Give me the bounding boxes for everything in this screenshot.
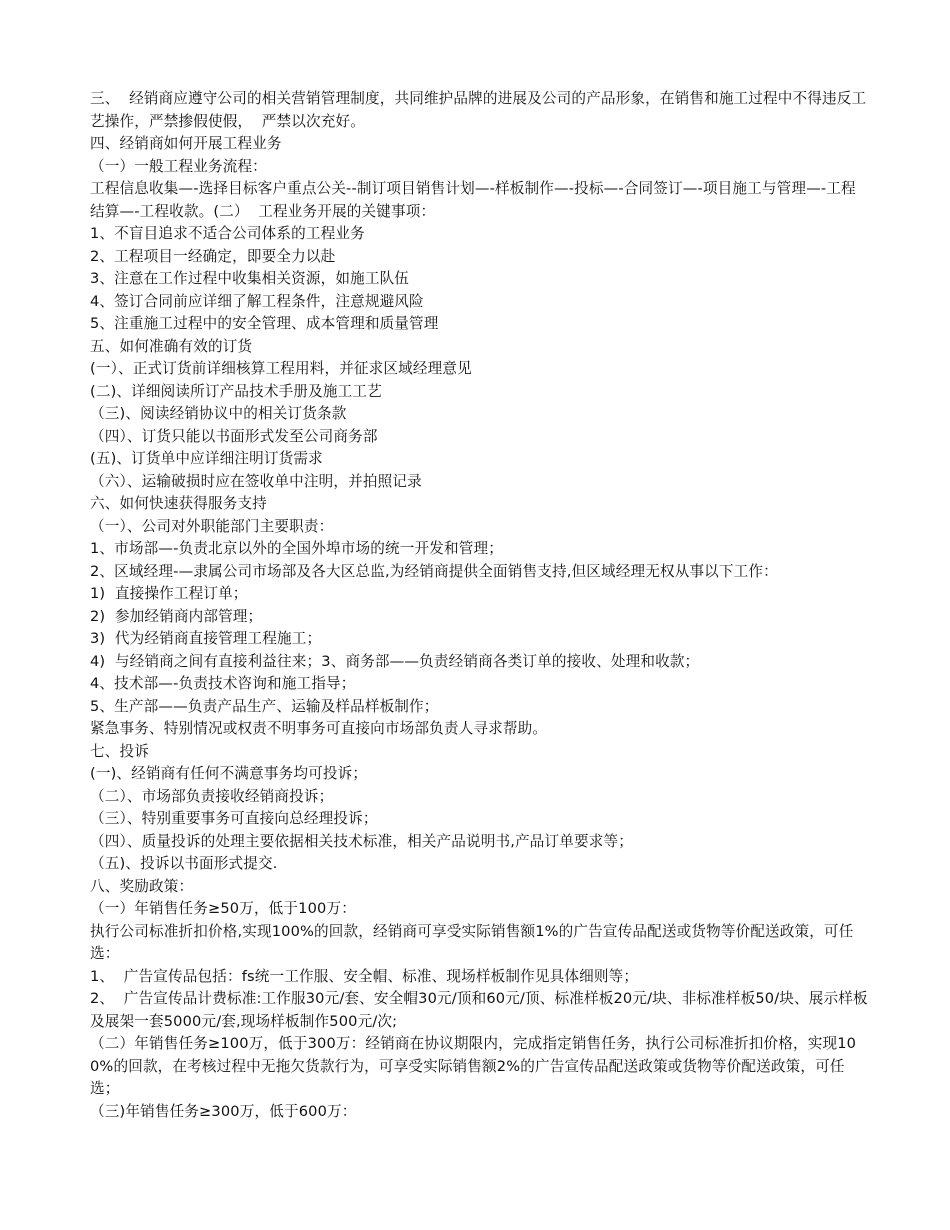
- document-paragraph: 三、 经销商应遵守公司的相关营销管理制度，共同维护品牌的进展及公司的产品形象，在销售和施工过程中不得违反工艺操作，严禁掺假使假， 严禁以次充好。: [90, 90, 867, 130]
- document-paragraph: 1、市场部—-负责北京以外的全国外埠市场的统一开发和管理；: [90, 540, 503, 557]
- document-paragraph: 2、 广告宣传品计费标准:工作服30元/套、安全帽30元/顶和60元/顶、标准样板20元/块、非标准样板50/块、展示样板及展架一套5000元/套,现场样板制作500元/次;: [90, 990, 868, 1030]
- document-paragraph: 3) 代为经销商直接管理工程施工；: [90, 630, 322, 647]
- document-paragraph: 5、生产部——负责产品生产、运输及样品样板制作；: [90, 697, 439, 715]
- document-paragraph: （三)、阅读经销协议中的相关订货条款: [90, 405, 347, 422]
- document-paragraph: 1、不盲目追求不适合公司体系的工程业务: [90, 225, 365, 242]
- document-paragraph: （四）、质量投诉的处理主要依据相关技术标准，相关产品说明书,产品订单要求等；: [90, 832, 634, 850]
- document-paragraph: （六）、运输破损时应在签收单中注明，并拍照记录: [90, 472, 422, 490]
- document-paragraph: 执行公司标准折扣价格,实现100%的回款，经销商可享受实际销售额1%的广告宣传品配送或货物等价配送政策，可任选：: [90, 922, 854, 962]
- document-paragraph: 1、 广告宣传品包括：fs统一工作服、安全帽、标准、现场样板制作见具体细则等；: [90, 967, 639, 985]
- document-paragraph: 3、注意在工作过程中收集相关资源，如施工队伍: [90, 270, 410, 287]
- document-paragraph: 工程信息收集—-选择目标客户重点公关--制订项目销售计划—-样板制作—-投标—-合同签订—-项目施工与管理—-工程结算—-工程收款。(二） 工程业务开展的关键事项：: [90, 180, 856, 220]
- document-paragraph: （四）、订货只能以书面形式发至公司商务部: [90, 427, 378, 445]
- document-paragraph: （二）、市场部负责接收经销商投诉；: [90, 787, 334, 805]
- document-paragraph: 七、投诉: [90, 742, 149, 760]
- document-paragraph: 1) 直接操作工程订单；: [90, 585, 248, 602]
- document-paragraph: (二)、详细阅读所订产品技术手册及施工工艺: [90, 382, 382, 400]
- document-paragraph: （一）一般工程业务流程：: [90, 157, 267, 175]
- document-paragraph: （五)、投诉以书面形式提交.: [90, 855, 278, 872]
- document-body: [90, 88, 870, 1123]
- document-paragraph: 四、经销商如何开展工程业务: [90, 135, 282, 152]
- document-paragraph: 4、技术部—-负责技术咨询和施工指导；: [90, 675, 356, 692]
- document-paragraph: 5、注重施工过程中的安全管理、成本管理和质量管理: [90, 315, 439, 332]
- document-paragraph: 2、区域经理-—隶属公司市场部及各大区总监,为经销商提供全面销售支持,但区域经理无权从事以下工作：: [90, 562, 778, 580]
- document-paragraph: 五、如何准确有效的订货: [90, 337, 253, 355]
- document-paragraph: 紧急事务、特别情况或权责不明事务可直接向市场部负责人寻求帮助。: [90, 720, 548, 737]
- document-paragraph: 八、奖励政策：: [90, 877, 194, 895]
- document-paragraph: （二）年销售任务≥100万，低于300万：经销商在协议期限内，完成指定销售任务，执行公司标准折扣价格，实现100%的回款，在考核过程中无拖欠货款行为，可享受实际销售额2%的广告宣传品配送政策或货物等价配送政策，可任选；: [90, 1035, 857, 1097]
- document-paragraph: （三)年销售任务≥300万，低于600万：: [90, 1102, 357, 1120]
- document-paragraph: (一）、正式订货前详细核算工程用料，并征求区域经理意见: [90, 360, 472, 377]
- document-paragraph: (五)、订货单中应详细注明订货需求: [90, 450, 323, 467]
- document-paragraph: （一）年销售任务≥50万，低于100万：: [90, 900, 356, 917]
- document-paragraph: 4、签订合同前应详细了解工程条件，注意规避风险: [90, 292, 424, 310]
- document-paragraph: 六、如何快速获得服务支持: [90, 495, 267, 512]
- document-paragraph: (一)、经销商有任何不满意事务均可投诉；: [90, 765, 368, 782]
- document-paragraph: 2、工程项目一经确定，即要全力以赴: [90, 247, 336, 265]
- document-paragraph: （三）、特别重要事务可直接向总经理投诉；: [90, 810, 378, 827]
- document-paragraph: （一）、公司对外职能部门主要职责：: [90, 517, 334, 535]
- document-paragraph: 4) 与经销商之间有直接利益往来；3、商务部——负责经销商各类订单的接收、处理和收款；: [90, 652, 700, 670]
- document-paragraph: 2) 参加经销商内部管理；: [90, 607, 263, 625]
